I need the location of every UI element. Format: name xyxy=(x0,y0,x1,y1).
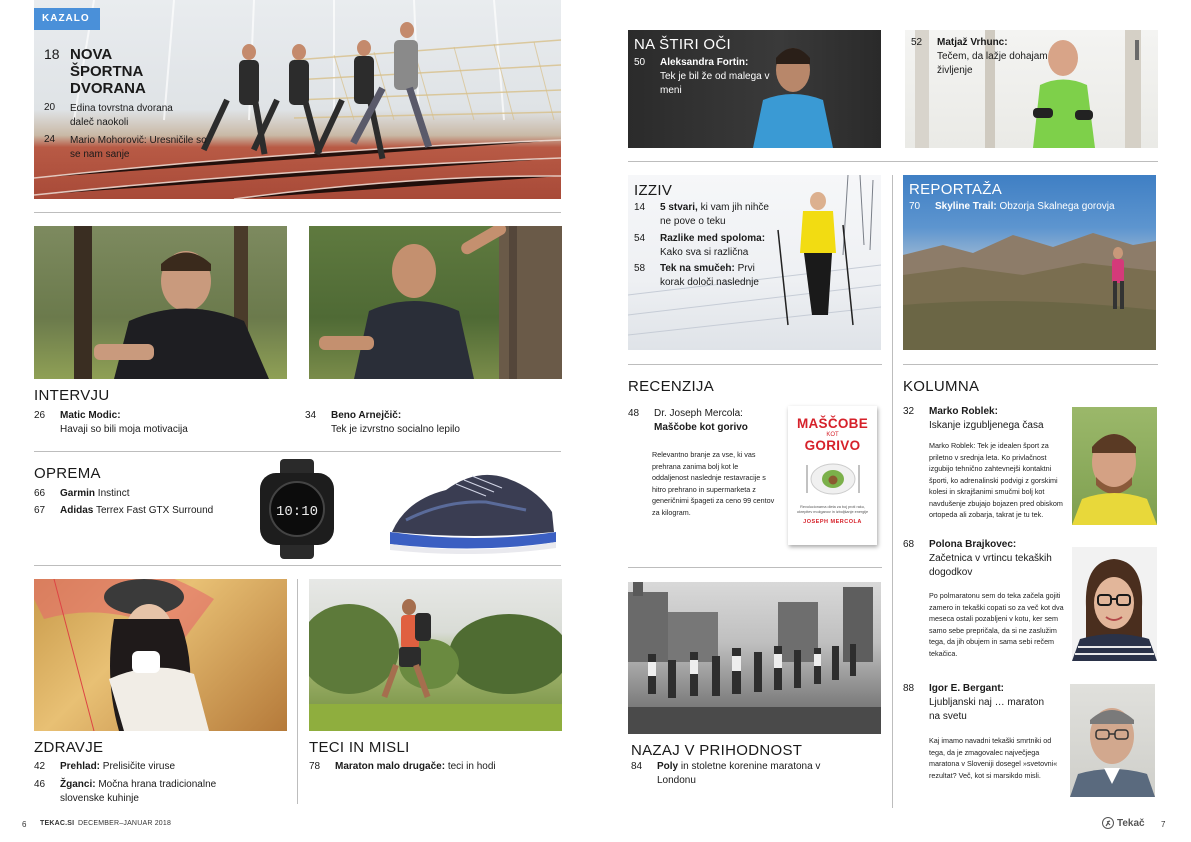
item-topic: Tek na smučeh: xyxy=(660,263,735,274)
divider xyxy=(903,364,1158,365)
divider xyxy=(628,567,882,568)
divider xyxy=(628,364,882,365)
runner-logo-icon xyxy=(1102,817,1114,829)
hero-item-text[interactable]: Edina tovrstna dvorana daleč naokoli xyxy=(70,103,173,128)
section-heading-teci-in-misli: TECI IN MISLI xyxy=(309,739,410,756)
item-title: Prelisičite viruse xyxy=(102,761,176,772)
item-title: Havaji so bili moja motivacija xyxy=(60,424,188,435)
item-title: Močna hrana tradicionalne slovenske kuhinje xyxy=(60,779,217,804)
book-title-kot: KOT xyxy=(826,432,839,438)
page-number: 58 xyxy=(634,263,646,274)
page-number-right: 7 xyxy=(1161,820,1166,829)
toc-item-prehlad[interactable] xyxy=(34,760,274,774)
item-title: Kako sva si različna xyxy=(660,247,749,258)
item-author: Matjaž Vrhunc: xyxy=(937,37,1008,48)
toc-item-mascobe-kot-gorivo[interactable] xyxy=(628,407,788,435)
section-heading-reportaza: REPORTAŽA xyxy=(909,181,1002,198)
photo-woman-umbrella xyxy=(34,579,287,731)
toc-item-marko-roblek[interactable] xyxy=(903,405,1063,433)
hero-photo-sports-hall xyxy=(34,0,561,199)
toc-item-matjaz-vrhunc[interactable] xyxy=(911,36,1061,82)
page-number: 50 xyxy=(634,57,646,68)
photo-igor-bergant xyxy=(1070,684,1155,797)
footer-site: TEKAC.SI xyxy=(40,820,75,827)
section-tag-kazalo: KAZALO xyxy=(34,8,100,30)
page-number: 26 xyxy=(34,410,46,421)
page-number-left: 6 xyxy=(22,820,27,829)
page-number: 32 xyxy=(903,406,915,417)
toc-item-5-stvari[interactable] xyxy=(634,201,784,229)
toc-item-polona-brajkovec[interactable] xyxy=(903,538,1063,580)
toc-item-zganci[interactable] xyxy=(34,778,274,806)
item-author: Igor E. Bergant: xyxy=(929,683,1005,694)
item-title: ki vam jih nihče ne pove o teku xyxy=(660,202,769,227)
page-number: 78 xyxy=(309,761,321,772)
watch-time: 10:10 xyxy=(275,504,319,520)
item-title: Ljubljanski naj … maraton na svetu xyxy=(929,697,1045,722)
item-author: Polona Brajkovec: xyxy=(929,539,1017,550)
page-number: 48 xyxy=(628,408,640,419)
adidas-shoe-image xyxy=(386,460,560,554)
item-title: Tek je bil že od malega v meni xyxy=(660,71,770,96)
item-title: in stoletne korenine maratona v Londonu xyxy=(657,761,821,786)
footer-issue: DECEMBER–JANUAR 2018 xyxy=(78,820,172,827)
page-number: 52 xyxy=(911,37,923,48)
page-number: 54 xyxy=(634,233,646,244)
divider xyxy=(34,451,561,452)
column-blurb-roblek: Marko Roblek: Tek je idealen šport za priletno v srednja leta. Ko privlačnost izgubijo tehnično zahtevnejši kontaktni športi, ko adrenalinski podvigi z gorskimi kolesi in skrajšanimi smučmi bolj kot navdušenje zbujajo bojazen pred obiskom ortopeda ali zobarja, takrat je tu tek. xyxy=(929,441,1063,519)
hero-item-text[interactable]: Mario Mohorovič: Uresničile so se nam sanje xyxy=(70,135,207,160)
item-topic: Skyline Trail: xyxy=(935,201,997,212)
item-author: Matic Modic: xyxy=(60,410,121,421)
item-topic: 5 stvari, xyxy=(660,202,698,213)
hero-item-num: 24 xyxy=(44,134,56,145)
section-heading-kolumna: KOLUMNA xyxy=(903,378,980,395)
avocado-plate-icon xyxy=(803,457,863,497)
section-heading-izziv: IZZIV xyxy=(634,182,673,199)
page-number: 70 xyxy=(909,201,921,212)
page-number: 66 xyxy=(34,488,46,499)
item-brand: Garmin xyxy=(60,488,96,499)
photo-hiking-runner xyxy=(309,579,562,731)
page-number: 42 xyxy=(34,761,46,772)
item-author: Marko Roblek: xyxy=(929,406,998,417)
book-title-line1: MAŠČOBE xyxy=(796,416,869,431)
item-topic: Razlike med spoloma: xyxy=(660,233,766,244)
hero-item-num: 20 xyxy=(44,102,56,113)
item-author: Aleksandra Fortin: xyxy=(660,57,749,68)
item-title: Tečem, da lažje dohajam življenje xyxy=(937,51,1048,76)
column-blurb-bergant: Kaj imamo navadni tekaški smrtniki od tega, da je zmagovalec največjega maratona v Sloveniji dosegel »svetovni« rezultat? Več, kot si marsikdo misli. xyxy=(929,736,1058,780)
divider xyxy=(34,212,561,213)
item-title: Iskanje izgubljenega časa xyxy=(929,420,1044,431)
toc-item-matic-modic[interactable] xyxy=(34,409,294,439)
item-title: Maščobe kot gorivo xyxy=(654,422,748,433)
book-author: JOSEPH MERCOLA xyxy=(803,519,862,525)
page-number: 68 xyxy=(903,539,915,550)
hero-item-title[interactable]: NOVA ŠPORTNA DVORANA xyxy=(70,46,146,97)
toc-item-razlike[interactable] xyxy=(634,232,784,260)
page-number: 34 xyxy=(305,410,317,421)
toc-item-poly[interactable] xyxy=(631,760,831,788)
toc-item-adidas[interactable] xyxy=(34,504,254,518)
toc-item-skyline-trail[interactable] xyxy=(909,200,1149,214)
divider-vertical xyxy=(297,579,298,804)
item-title: Začetnica v vrtincu tekaških dogodkov xyxy=(929,553,1052,578)
photo-historic-london-marathon xyxy=(628,582,881,734)
item-title: Prvi korak določi naslednje xyxy=(660,263,759,288)
book-title-line2: GORIVO xyxy=(804,438,861,453)
item-author: Beno Arnejčič: xyxy=(331,410,402,421)
divider xyxy=(34,565,561,566)
item-title: Tek je izvrstno socialno lepilo xyxy=(331,424,460,435)
footer-brand-logo xyxy=(1102,816,1145,830)
item-topic: Prehlad: xyxy=(60,761,101,772)
toc-item-maraton[interactable] xyxy=(309,760,559,774)
photo-matic-modic xyxy=(34,226,287,379)
column-blurb-brajkovec: Po polmaratonu sem do teka začela gojiti zamero in tekaški copati so za več kot dva meseca ostali pozabljeni v kotu, ker sem samo sebe prepričala, da si ne zaslužim tega, da jih obujem in sama sebi rečem tekačica. xyxy=(929,591,1064,658)
toc-item-aleksandra-fortin[interactable] xyxy=(634,56,784,102)
footer-brand-name: Tekač xyxy=(1117,817,1145,829)
item-topic: Poly xyxy=(657,761,679,772)
page-number: 67 xyxy=(34,505,46,516)
section-heading-intervju: INTERVJU xyxy=(34,387,110,404)
photo-beno-arnejcic xyxy=(309,226,562,379)
section-heading-recenzija: RECENZIJA xyxy=(628,378,715,395)
divider xyxy=(628,161,1158,162)
review-blurb: Relevantno branje za vse, ki vas prehrana zanima bolj kot le oddaljenost naslednje restavracije s hitro prehrano in supermarketa z generičnimi špageti za ceno 99 centov za kilogram. xyxy=(652,450,775,517)
item-title: Instinct xyxy=(97,488,130,499)
item-topic: Žganci: xyxy=(60,779,96,790)
item-title: Obzorja Skalnega gorovja xyxy=(999,201,1115,212)
divider-vertical xyxy=(892,175,893,808)
item-author: Dr. Joseph Mercola: xyxy=(654,408,743,419)
page-number: 88 xyxy=(903,683,915,694)
book-cover xyxy=(788,406,877,545)
book-subtitle: Revolucionarna dieta za boj proti raku, okrepitev možganov in izboljšanje energije xyxy=(796,505,869,514)
page-number: 84 xyxy=(631,761,643,772)
item-brand: Adidas xyxy=(60,505,94,516)
photo-polona-brajkovec xyxy=(1072,547,1157,661)
section-heading-na-stiri-oci: NA ŠTIRI OČI xyxy=(634,36,731,53)
item-topic: Maraton malo drugače: xyxy=(335,761,446,772)
toc-item-garmin[interactable] xyxy=(34,487,254,501)
section-heading-zdravje: ZDRAVJE xyxy=(34,739,104,756)
toc-item-tek-na-smuceh[interactable] xyxy=(634,262,784,290)
page-number: 46 xyxy=(34,779,46,790)
hero-item-num: 18 xyxy=(44,46,60,62)
section-heading-oprema: OPREMA xyxy=(34,465,101,482)
garmin-watch-image xyxy=(252,459,342,559)
toc-item-beno-arnejcic[interactable] xyxy=(305,409,565,439)
item-title: teci in hodi xyxy=(447,761,496,772)
toc-item-igor-bergant[interactable] xyxy=(903,682,1063,724)
photo-marko-roblek xyxy=(1072,407,1157,525)
page-number: 14 xyxy=(634,202,646,213)
item-title: Terrex Fast GTX Surround xyxy=(95,505,214,516)
section-heading-nazaj-v-prihodnost: NAZAJ V PRIHODNOST xyxy=(631,742,803,759)
